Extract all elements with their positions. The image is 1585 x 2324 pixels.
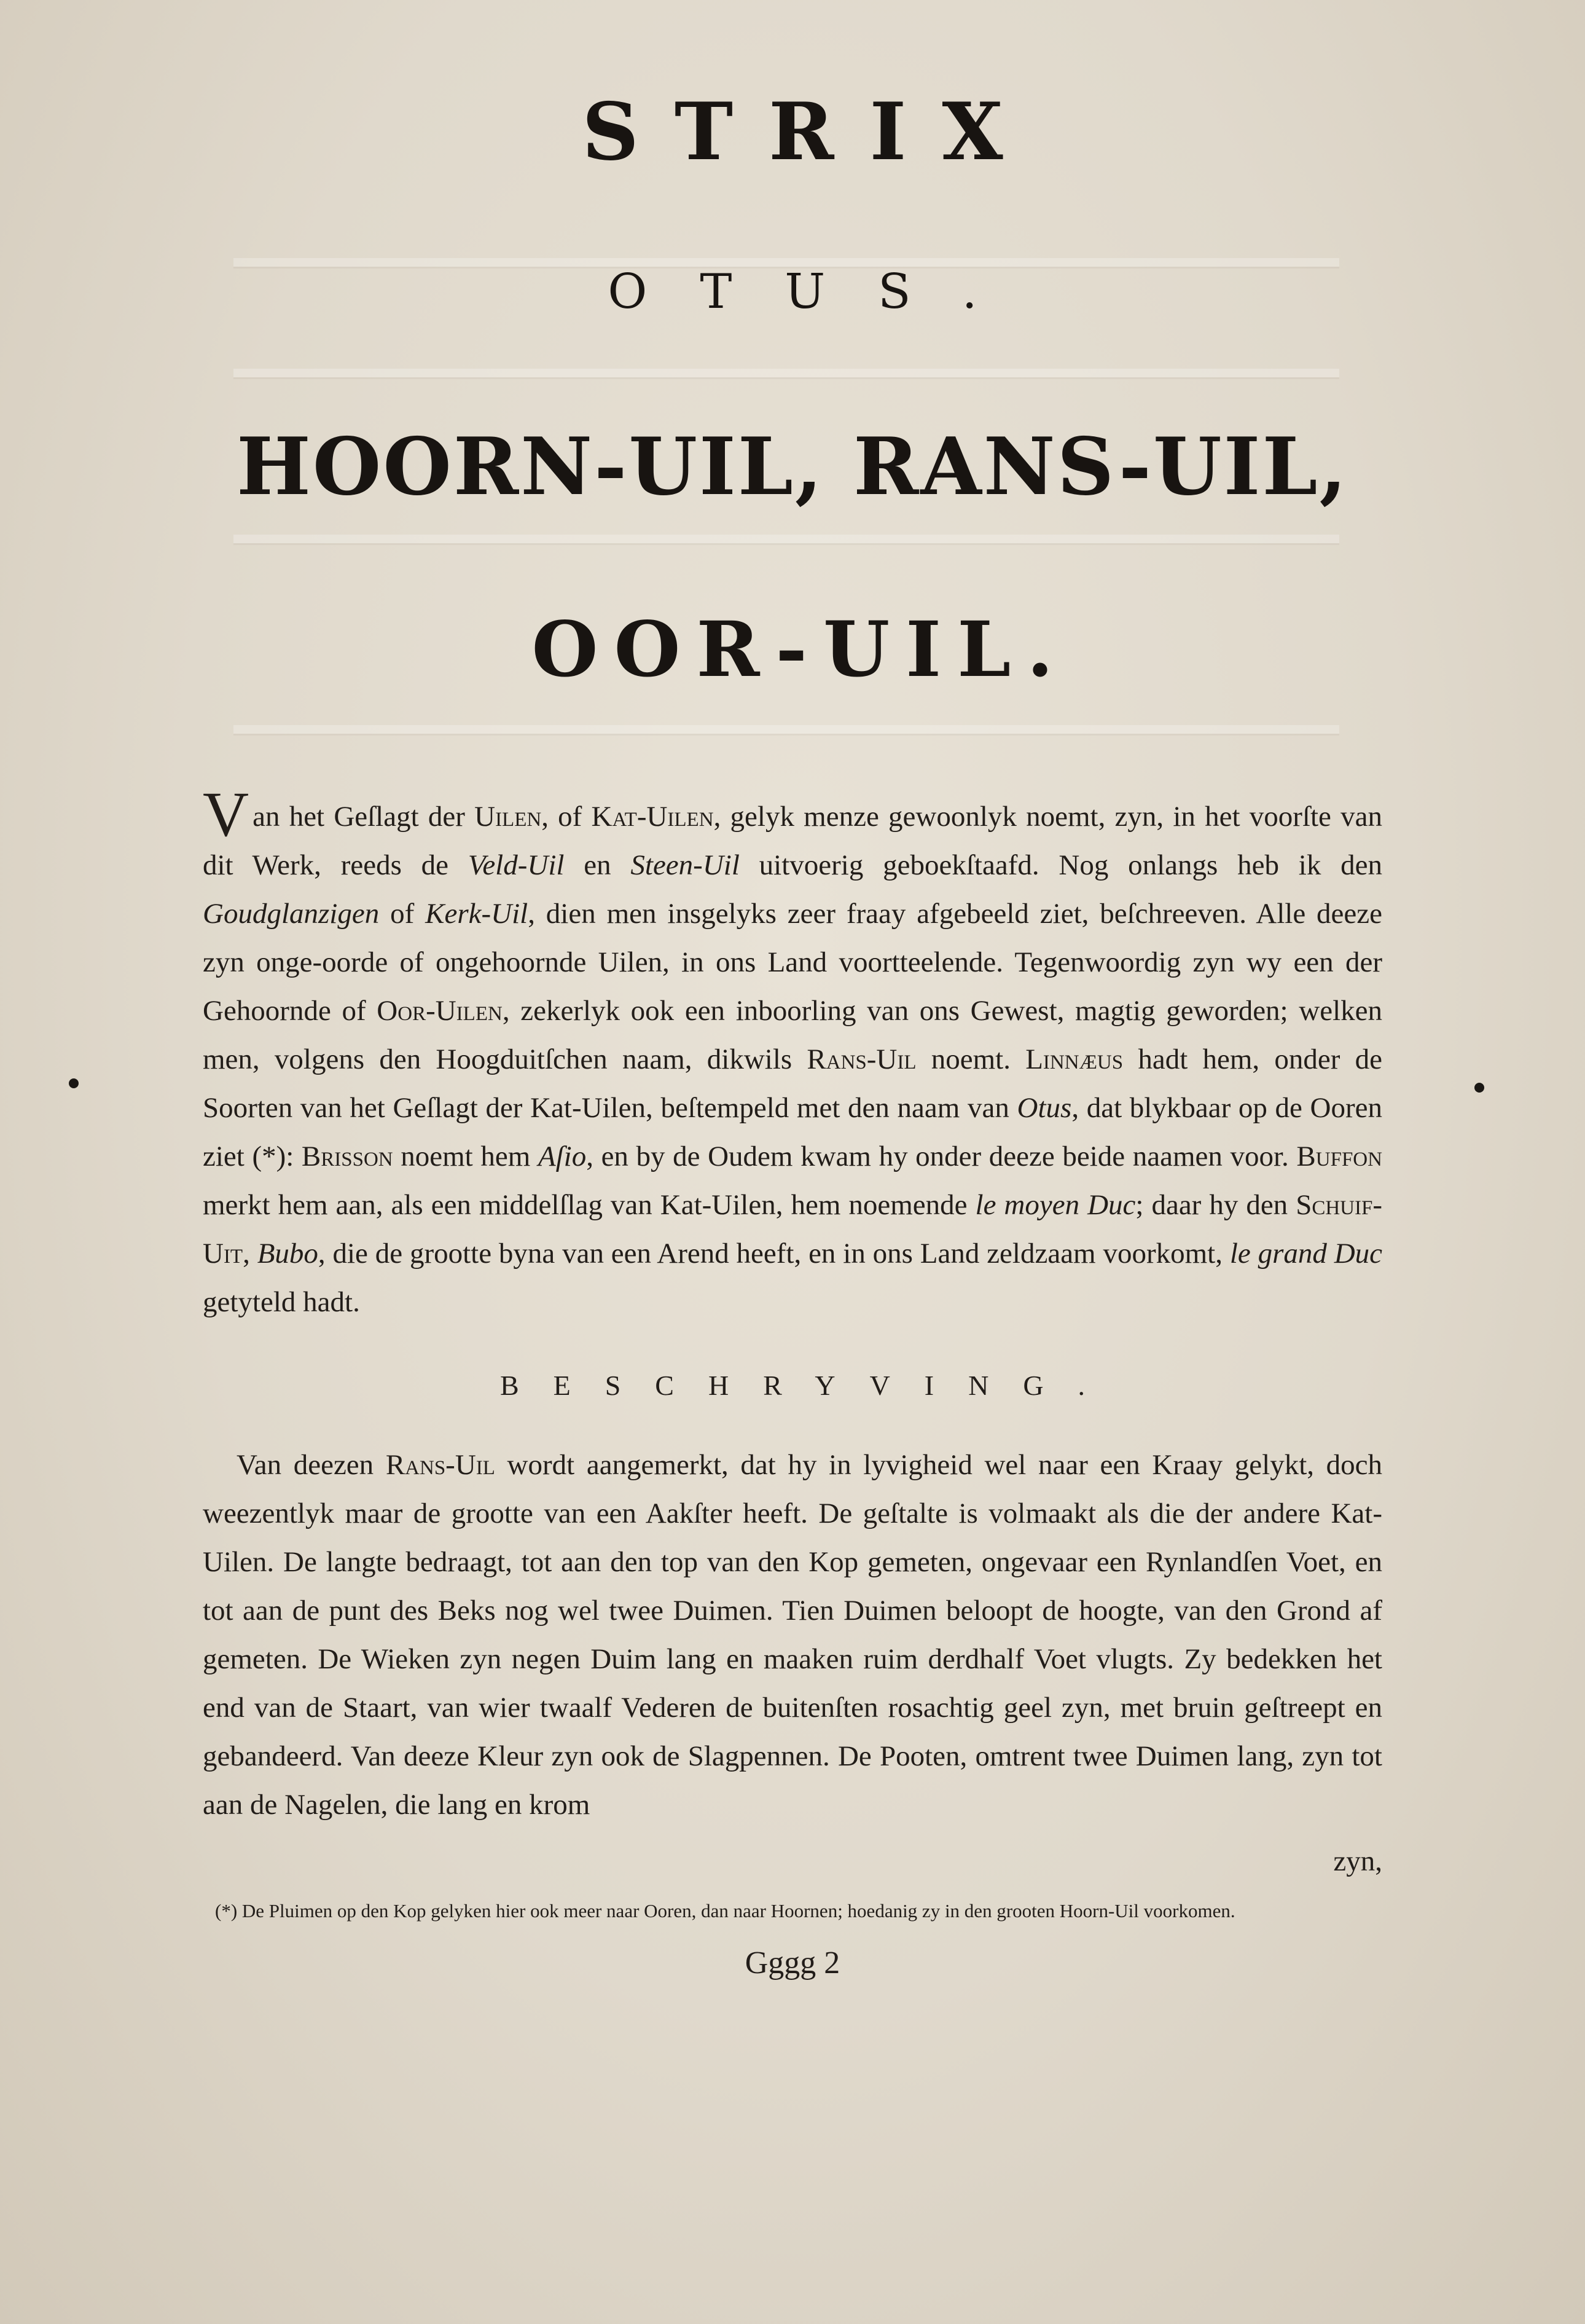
emboss-line bbox=[233, 535, 1339, 543]
title-common-names: HOORN-UIL, RANS-UIL, bbox=[236, 421, 1349, 513]
footnote: (*) De Pluimen op den Kop gelyken hier ook meer naar Ooren, dan naar Hoornen; hoedanig zy in den grooten Hoorn-Uil voorkomen. bbox=[215, 1900, 1235, 1922]
binding-hole-right bbox=[1474, 1083, 1484, 1093]
drop-cap: V bbox=[203, 779, 249, 850]
title-genus: STRIX bbox=[582, 86, 1039, 178]
title-species: OTUS. bbox=[608, 264, 1030, 320]
title-common-names-2: OOR-UIL. bbox=[531, 605, 1070, 694]
description-paragraph: Van deezen Rans-Uil wordt aangemerkt, dat hy in lyvigheid wel naar een Kraay gelykt, doch weezentlyk maar de grootte van een Aakſter heeft. De geſtalte is volmaakt als die der andere Kat-Uilen. De langte bedraagt, tot aan den top van den Kop gemeten, ongevaar een Rynlandſen Voet, en tot aan de punt des Beks nog wel twee Duimen. Tien Duimen beloopt de hoogte, van den Grond af gemeten. De Wieken zyn negen Duim lang en maaken ruim derdhalf Voet vlugts. Zy bedekken het end van de Staart, van wier twaalf Vederen de buitenſten rosachtig geel zyn, met bruin geſtreept en gebandeerd. Van deeze Kleur zyn ook de Slagpennen. De Pooten, omtrent twee Duimen lang, zyn tot aan de Nagelen, die lang en krom bbox=[203, 1449, 1382, 1821]
emboss-line bbox=[233, 725, 1339, 734]
intro-paragraph: Van het Geſlagt der Uilen, of Kat-Uilen, gelyk menze gewoonlyk noemt, zyn, in het voorſte van dit Werk, reeds de Veld-Uil en Steen-Uil uitvoerig geboekſtaafd. Nog onlangs heb ik den Goudglanzigen of Kerk-Uil, dien men insgelyks zeer fraay afgebeeld ziet, beſchreeven. Alle deeze zyn onge-oorde of ongehoornde Uilen, in ons Land voortteelende. Tegenwoordig zyn wy een der Gehoornde of Oor-Uilen, zekerlyk ook een inboorling van ons Gewest, magtig geworden; welken men, volgens den Hoogduitſchen naam, dikwils Rans-Uil noemt. Linnæus hadt hem, onder de Soorten van het Geſlagt der Kat-Uilen, beſtempeld met den naam van Otus, dat blykbaar op de Ooren ziet (*): Brisson noemt hem Aſio, en by de Oudem kwam hy onder deeze beide naamen voor. Buffon merkt hem aan, als een middelſlag van Kat-Uilen, hem noemende le moyen Duc; daar hy den Schuif-Uit, Bubo, die de grootte byna van een Arend heeft, en in ons Land zeldzaam voorkomt, le grand Duc getyteld hadt. bbox=[203, 779, 1383, 1318]
emboss-line bbox=[233, 369, 1339, 377]
binding-hole-left bbox=[69, 1078, 79, 1088]
catchword: zyn, bbox=[1333, 1845, 1382, 1877]
section-heading: BESCHRYVING. bbox=[499, 1370, 1120, 1401]
signature-mark: Gggg 2 bbox=[745, 1945, 840, 1981]
